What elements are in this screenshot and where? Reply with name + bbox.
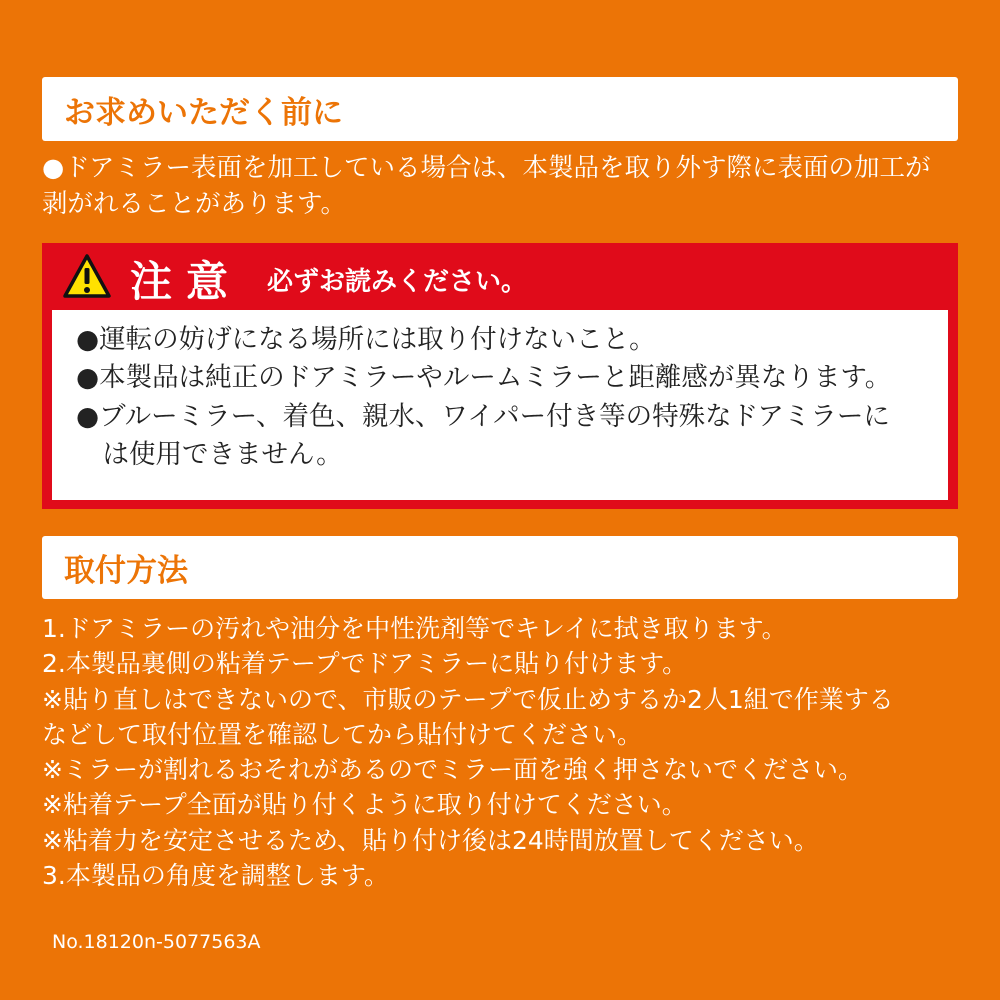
installation-steps (42, 611, 962, 893)
installation-line-3: ※貼り直しはできないので、市販のテープで仮止めするか2人1組で作業する (42, 684, 894, 714)
installation-header (42, 536, 958, 599)
caution-item-3-continued: は使用できません。 (76, 439, 343, 471)
caution-item-1: ●運転の妨げになる場所には取り付けないこと。 (76, 324, 656, 355)
caution-list (52, 310, 948, 500)
installation-line-6: ※粘着テープ全面が貼り付くように取り付けてください。 (42, 790, 687, 820)
model-number: No.18120n-5077563A (52, 931, 261, 953)
installation-line-1: 1.ドアミラーの汚れや油分を中性洗剤等でキレイに拭き取ります。 (42, 614, 787, 643)
installation-heading: 取付方法 (64, 553, 188, 589)
caution-subtitle: 必ずお読みください。 (267, 267, 528, 297)
before-purchase-header (42, 77, 958, 141)
before-purchase-notice (42, 150, 962, 222)
caution-box (42, 243, 958, 509)
installation-line-5: ※ミラーが割れるおそれがあるのでミラー面を強く押さないでください。 (42, 755, 863, 784)
before-purchase-line-2: 剥がれることがあります。 (42, 189, 346, 220)
warning-triangle-icon (62, 253, 112, 299)
installation-line-4: などして取付位置を確認してから貼付けてください。 (42, 719, 643, 749)
caution-title-row (42, 243, 958, 311)
caution-item-2: ●本製品は純正のドアミラーやルームミラーと距離感が異なります。 (76, 362, 892, 394)
caution-title: 注意 (130, 257, 243, 306)
caution-item-3: ●ブルーミラー、着色、親水、ワイパー付き等の特殊なドアミラーに (76, 400, 890, 432)
installation-line-8: 3.本製品の角度を調整します。 (42, 860, 389, 890)
installation-line-7: ※粘着力を安定させるため、貼り付け後は24時間放置してください。 (42, 825, 819, 855)
installation-line-2: 2.本製品裏側の粘着テープでドアミラーに貼り付けます。 (42, 649, 688, 679)
before-purchase-heading: お求めいただく前に (64, 94, 343, 131)
before-purchase-line-1: ●ドアミラー表面を加工している場合は、本製品を取り外す際に表面の加工が (42, 153, 931, 183)
